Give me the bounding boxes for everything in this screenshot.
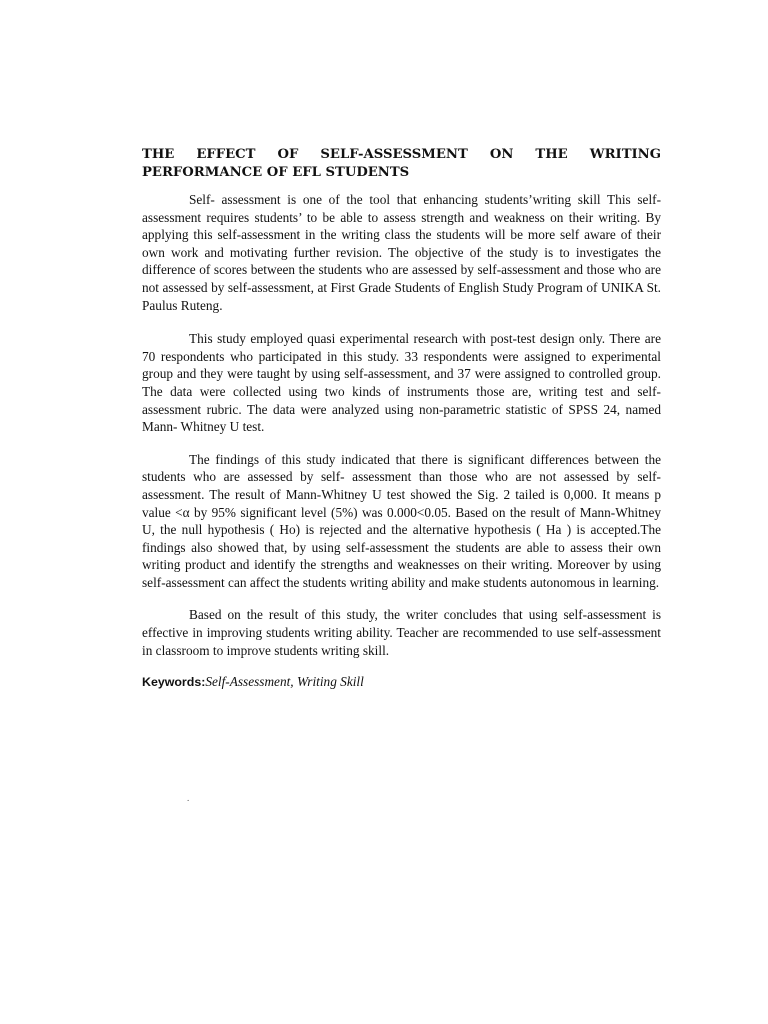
abstract-paragraph-3: The findings of this study indicated that there is significant differences between the students who are assessed by self- assessment than those who are not assessed by self-assessment. The result of Mann-Whitney U test showed the Sig. 2 tailed is 0,000. It means p value <α by 95% significant level (5%) was 0.000<0.05. Based on the result of Mann-Whitney U, the null hypothesis ( Ho) is rejected and the alternative hypothesis ( Ha ) is accepted.The findings also showed that, by using self-assessment the students are able to assess their own writing product and identify the strengths and weaknesses on their writing. Moreover by using self-assessment can affect the students writing ability and make students autonomous in learning. bbox=[142, 451, 661, 590]
keywords-line bbox=[142, 673, 661, 691]
abstract-paragraph-1: Self- assessment is one of the tool that enhancing students’writing skill This self-assessment requires students’ to be able to assess strength and weakness on their writing. By applying this self-assessment in the writing class the students will be more self aware of their own work and motivating further revision. The objective of the study is to investigates the difference of scores between the students who are assessed by self-assessment and those who are not assessed by self-assessment, at First Grade Students of English Study Program of UNIKA St. Paulus Ruteng. bbox=[142, 192, 661, 313]
paper-title-line-1: THE EFFECT OF SELF-ASSESSMENT ON THE WRITING bbox=[142, 147, 661, 162]
paper-title bbox=[142, 146, 661, 181]
paper-title-line-2: PERFORMANCE OF EFL STUDENTS bbox=[142, 164, 410, 180]
abstract-paragraph-2: This study employed quasi experimental research with post-test design only. There are 70 respondents who participated in this study. 33 respondents were assigned to experimental group and they were taught by using self-assessment, and 37 were assigned to controlled group. The data were collected using two kinds of instruments those are, writing test and self-assessment rubric. The data were analyzed using non-parametric statistic of SPSS 24, named Mann- Whitney U test. bbox=[142, 331, 661, 435]
keywords-value: Self-Assessment, Writing Skill bbox=[205, 674, 364, 690]
abstract-body bbox=[142, 146, 661, 691]
keywords-label: Keywords: bbox=[142, 675, 206, 690]
abstract-paragraph-4: Based on the result of this study, the writer concludes that using self-assessment is effective in improving students writing ability. Teacher are recommended to use self-assessment in classroom to improve students writing skill. bbox=[142, 607, 661, 658]
stray-mark: . bbox=[187, 793, 190, 803]
